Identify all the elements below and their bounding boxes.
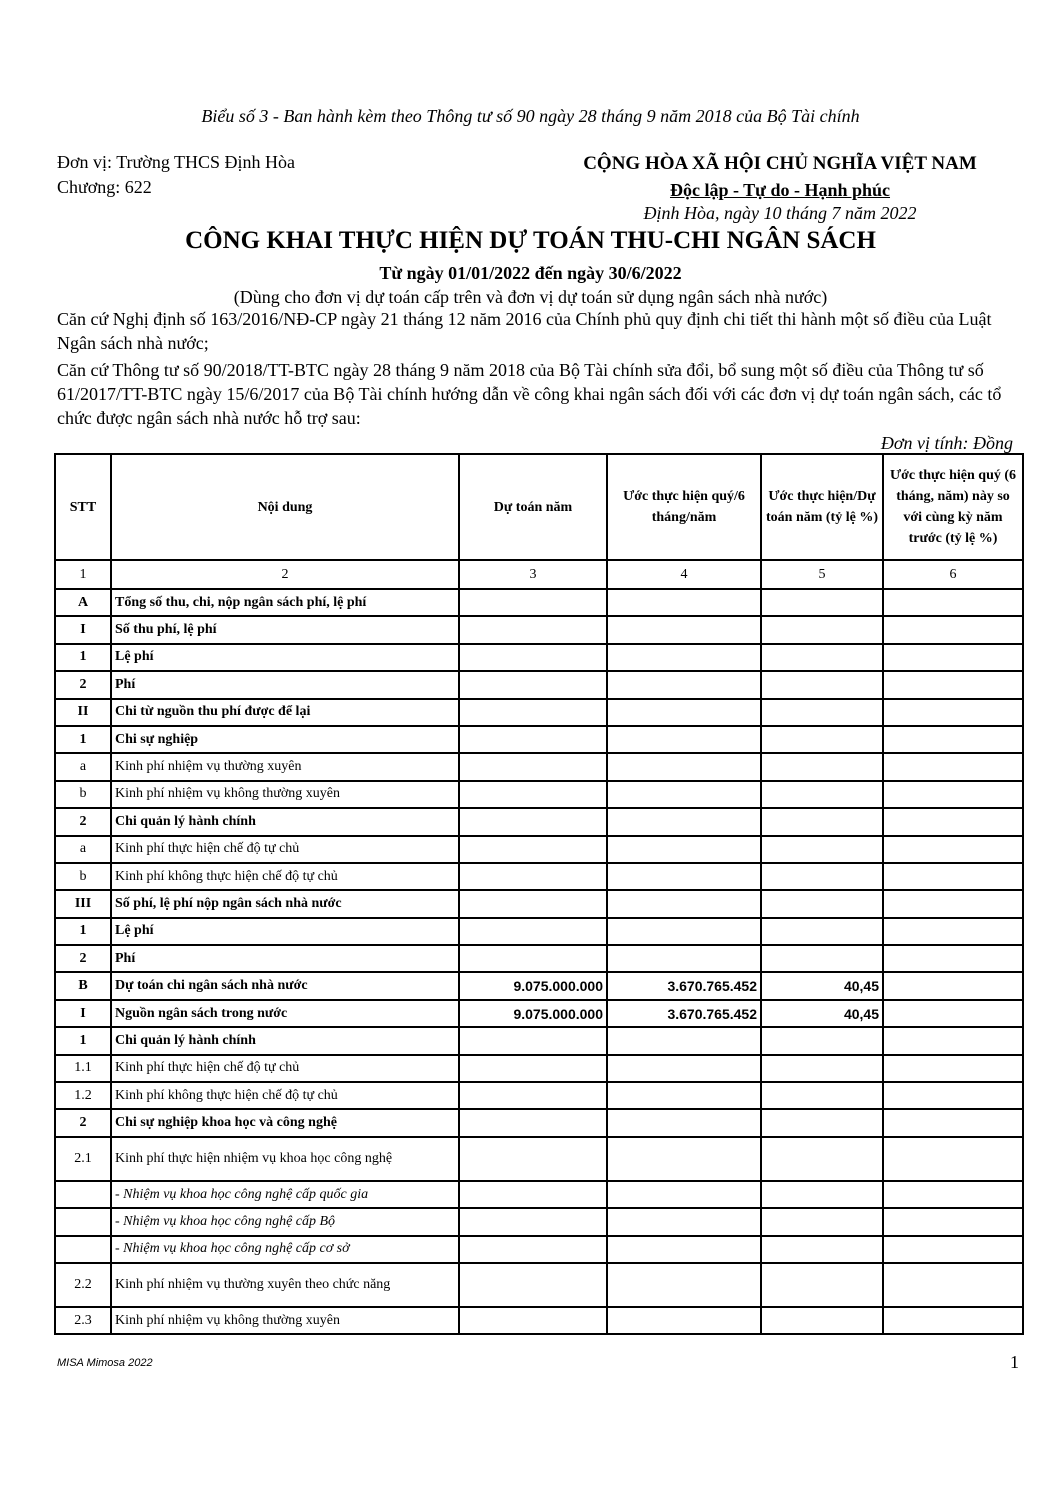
row-number-cell: 1.2 (55, 1082, 111, 1109)
estimated-execution-cell (607, 890, 761, 917)
estimated-execution-cell (607, 945, 761, 972)
estimated-execution-cell (607, 863, 761, 890)
estimated-execution-cell (607, 1055, 761, 1082)
column-header: Nội dung (111, 454, 459, 560)
annual-estimate-cell (459, 644, 607, 671)
estimated-execution-cell (607, 1109, 761, 1136)
table-row (55, 1263, 1023, 1307)
annual-estimate-cell (459, 808, 607, 835)
year-over-year-cell (883, 836, 1023, 863)
execution-ratio-cell (761, 1236, 883, 1263)
annual-estimate-cell (459, 1208, 607, 1235)
execution-ratio-cell (761, 1055, 883, 1082)
row-number-cell: 2.1 (55, 1137, 111, 1181)
column-header: Ước thực hiện quý (6 tháng, năm) này so với cùng kỳ năm trước (tỷ lệ %) (883, 454, 1023, 560)
row-number-cell: a (55, 753, 111, 780)
row-content-cell: Số thu phí, lệ phí (111, 616, 459, 643)
table-row (55, 699, 1023, 726)
table-row (55, 1181, 1023, 1208)
table-row (55, 945, 1023, 972)
column-number: 6 (883, 560, 1023, 589)
estimated-execution-cell (607, 1263, 761, 1307)
table-row (55, 1208, 1023, 1235)
execution-ratio-cell: 40,45 (761, 1000, 883, 1027)
column-number-row (55, 560, 1023, 589)
estimated-execution-cell (607, 726, 761, 753)
report-period: Từ ngày 01/01/2022 đến ngày 30/6/2022 (379, 263, 682, 283)
execution-ratio-cell: 40,45 (761, 972, 883, 999)
table-row (55, 863, 1023, 890)
row-content-cell: - Nhiệm vụ khoa học công nghệ cấp quốc gia (111, 1181, 459, 1208)
annual-estimate-cell (459, 918, 607, 945)
row-content-cell: Chi sự nghiệp (111, 726, 459, 753)
annual-estimate-cell (459, 1109, 607, 1136)
table-row (55, 918, 1023, 945)
annual-estimate-cell (459, 1236, 607, 1263)
estimated-execution-cell: 3.670.765.452 (607, 972, 761, 999)
execution-ratio-cell (761, 890, 883, 917)
year-over-year-cell (883, 890, 1023, 917)
year-over-year-cell (883, 671, 1023, 698)
table-row (55, 1137, 1023, 1181)
execution-ratio-cell (761, 1263, 883, 1307)
row-number-cell: b (55, 781, 111, 808)
annual-estimate-cell (459, 863, 607, 890)
table-row (55, 836, 1023, 863)
estimated-execution-cell (607, 1208, 761, 1235)
year-over-year-cell (883, 1082, 1023, 1109)
unit-name: Đơn vị: Trường THCS Định Hòa (57, 152, 295, 172)
year-over-year-cell (883, 1263, 1023, 1307)
execution-ratio-cell (761, 918, 883, 945)
nation-title: CỘNG HÒA XÃ HỘI CHỦ NGHĨA VIỆT NAM (583, 153, 977, 174)
usage-note: (Dùng cho đơn vị dự toán cấp trên và đơn vị dự toán sử dụng ngân sách nhà nước) (233, 287, 828, 307)
annual-estimate-cell (459, 890, 607, 917)
year-over-year-cell (883, 1055, 1023, 1082)
year-over-year-cell (883, 1109, 1023, 1136)
year-over-year-cell (883, 644, 1023, 671)
annual-estimate-cell (459, 699, 607, 726)
column-header: Dự toán năm (459, 454, 607, 560)
row-number-cell: 1 (55, 1027, 111, 1054)
estimated-execution-cell (607, 699, 761, 726)
year-over-year-cell (883, 699, 1023, 726)
table-row (55, 644, 1023, 671)
estimated-execution-cell (607, 1307, 761, 1334)
annual-estimate-cell (459, 753, 607, 780)
table-row (55, 1000, 1023, 1027)
year-over-year-cell (883, 1137, 1023, 1181)
table-row (55, 1082, 1023, 1109)
row-number-cell: 2.3 (55, 1307, 111, 1334)
row-number-cell: a (55, 836, 111, 863)
row-content-cell: Tổng số thu, chi, nộp ngân sách phí, lệ phí (111, 589, 459, 616)
row-content-cell: - Nhiệm vụ khoa học công nghệ cấp cơ sở (111, 1236, 459, 1263)
execution-ratio-cell (761, 1208, 883, 1235)
row-number-cell: 2 (55, 1109, 111, 1136)
annual-estimate-cell (459, 726, 607, 753)
year-over-year-cell (883, 1236, 1023, 1263)
table-row (55, 616, 1023, 643)
year-over-year-cell (883, 753, 1023, 780)
year-over-year-cell (883, 1208, 1023, 1235)
row-number-cell: 2.2 (55, 1263, 111, 1307)
execution-ratio-cell (761, 753, 883, 780)
row-number-cell: 1 (55, 644, 111, 671)
annual-estimate-cell (459, 1055, 607, 1082)
row-content-cell: Phí (111, 945, 459, 972)
execution-ratio-cell (761, 589, 883, 616)
annual-estimate-cell (459, 1027, 607, 1054)
column-number: 5 (761, 560, 883, 589)
estimated-execution-cell (607, 1236, 761, 1263)
year-over-year-cell (883, 945, 1023, 972)
annual-estimate-cell: 9.075.000.000 (459, 972, 607, 999)
row-number-cell: 1.1 (55, 1055, 111, 1082)
budget-table (54, 453, 1024, 1335)
legal-basis-1: Căn cứ Nghị định số 163/2016/NĐ-CP ngày 21 tháng 12 năm 2016 của Chính phủ quy định chi tiết thi hành một số điều của Luật Ngân sách nhà nước; (57, 309, 992, 353)
execution-ratio-cell (761, 699, 883, 726)
currency-unit: Đơn vị tính: Đồng (880, 433, 1013, 453)
estimated-execution-cell (607, 1082, 761, 1109)
table-row (55, 753, 1023, 780)
execution-ratio-cell (761, 945, 883, 972)
execution-ratio-cell (761, 863, 883, 890)
year-over-year-cell (883, 972, 1023, 999)
row-content-cell: Chi quản lý hành chính (111, 1027, 459, 1054)
row-number-cell: 1 (55, 726, 111, 753)
row-content-cell: Kinh phí thực hiện chế độ tự chủ (111, 836, 459, 863)
estimated-execution-cell (607, 781, 761, 808)
row-number-cell: B (55, 972, 111, 999)
column-number: 1 (55, 560, 111, 589)
estimated-execution-cell: 3.670.765.452 (607, 1000, 761, 1027)
estimated-execution-cell (607, 671, 761, 698)
estimated-execution-cell (607, 616, 761, 643)
row-content-cell: Nguồn ngân sách trong nước (111, 1000, 459, 1027)
row-content-cell: Chi từ nguồn thu phí được để lại (111, 699, 459, 726)
row-content-cell: Lệ phí (111, 644, 459, 671)
year-over-year-cell (883, 918, 1023, 945)
row-content-cell: Chi quản lý hành chính (111, 808, 459, 835)
row-content-cell: Kinh phí không thực hiện chế độ tự chủ (111, 1082, 459, 1109)
row-content-cell: Kinh phí không thực hiện chế độ tự chủ (111, 863, 459, 890)
row-number-cell: III (55, 890, 111, 917)
table-row (55, 1307, 1023, 1334)
column-number: 4 (607, 560, 761, 589)
year-over-year-cell (883, 781, 1023, 808)
table-header-row (55, 454, 1023, 560)
row-content-cell: Số phí, lệ phí nộp ngân sách nhà nước (111, 890, 459, 917)
row-number-cell (55, 1208, 111, 1235)
annual-estimate-cell (459, 836, 607, 863)
execution-ratio-cell (761, 644, 883, 671)
execution-ratio-cell (761, 1307, 883, 1334)
year-over-year-cell (883, 1181, 1023, 1208)
year-over-year-cell (883, 616, 1023, 643)
annual-estimate-cell (459, 1181, 607, 1208)
row-number-cell: 1 (55, 918, 111, 945)
annual-estimate-cell: 9.075.000.000 (459, 1000, 607, 1027)
estimated-execution-cell (607, 644, 761, 671)
annual-estimate-cell (459, 1082, 607, 1109)
document-date: Định Hòa, ngày 10 tháng 7 năm 2022 (643, 203, 917, 223)
execution-ratio-cell (761, 1109, 883, 1136)
column-number: 3 (459, 560, 607, 589)
row-content-cell: Kinh phí nhiệm vụ thường xuyên theo chức năng (111, 1263, 459, 1307)
national-motto: Độc lập - Tự do - Hạnh phúc (669, 180, 891, 200)
execution-ratio-cell (761, 808, 883, 835)
annual-estimate-cell (459, 1263, 607, 1307)
row-content-cell: Lệ phí (111, 918, 459, 945)
legal-form-note: Biểu số 3 - Ban hành kèm theo Thông tư số 90 ngày 28 tháng 9 năm 2018 của Bộ Tài chính (201, 106, 860, 126)
row-content-cell: - Nhiệm vụ khoa học công nghệ cấp Bộ (111, 1208, 459, 1235)
table-row (55, 890, 1023, 917)
execution-ratio-cell (761, 1027, 883, 1054)
page-number: 1 (1010, 1352, 1019, 1372)
row-number-cell: 2 (55, 808, 111, 835)
annual-estimate-cell (459, 781, 607, 808)
row-content-cell: Dự toán chi ngân sách nhà nước (111, 972, 459, 999)
execution-ratio-cell (761, 671, 883, 698)
year-over-year-cell (883, 1000, 1023, 1027)
software-label: MISA Mimosa 2022 (57, 1357, 153, 1369)
annual-estimate-cell (459, 589, 607, 616)
year-over-year-cell (883, 863, 1023, 890)
estimated-execution-cell (607, 836, 761, 863)
row-content-cell: Kinh phí thực hiện nhiệm vụ khoa học công nghệ (111, 1137, 459, 1181)
legal-basis-2: Căn cứ Thông tư số 90/2018/TT-BTC ngày 28 tháng 9 năm 2018 của Bộ Tài chính sửa đổi, bổ sung một số điều của Thông tư số 61/2017/TT-BTC ngày 15/6/2017 của Bộ Tài chính hướng dẫn về công khai ngân sách đối với các đơn vị dự toán ngân sách, các tổ chức được ngân sách nhà nước hỗ trợ sau: (57, 360, 1002, 428)
row-number-cell (55, 1181, 111, 1208)
execution-ratio-cell (761, 781, 883, 808)
row-number-cell: II (55, 699, 111, 726)
year-over-year-cell (883, 1307, 1023, 1334)
table-row (55, 671, 1023, 698)
annual-estimate-cell (459, 616, 607, 643)
table-row (55, 808, 1023, 835)
annual-estimate-cell (459, 671, 607, 698)
year-over-year-cell (883, 808, 1023, 835)
table-row (55, 781, 1023, 808)
row-content-cell: Chi sự nghiệp khoa học và công nghệ (111, 1109, 459, 1136)
row-number-cell (55, 1236, 111, 1263)
table-row (55, 972, 1023, 999)
table-row (55, 1055, 1023, 1082)
column-header: Ước thực hiện quý/6 tháng/năm (607, 454, 761, 560)
table-row (55, 1109, 1023, 1136)
annual-estimate-cell (459, 945, 607, 972)
column-number: 2 (111, 560, 459, 589)
row-number-cell: 2 (55, 945, 111, 972)
row-content-cell: Phí (111, 671, 459, 698)
table-row (55, 1027, 1023, 1054)
estimated-execution-cell (607, 1137, 761, 1181)
execution-ratio-cell (761, 616, 883, 643)
year-over-year-cell (883, 726, 1023, 753)
row-number-cell: 2 (55, 671, 111, 698)
estimated-execution-cell (607, 589, 761, 616)
estimated-execution-cell (607, 1027, 761, 1054)
annual-estimate-cell (459, 1307, 607, 1334)
row-number-cell: b (55, 863, 111, 890)
table-row (55, 1236, 1023, 1263)
unit-info (57, 150, 295, 200)
row-content-cell: Kinh phí nhiệm vụ thường xuyên (111, 753, 459, 780)
execution-ratio-cell (761, 1082, 883, 1109)
estimated-execution-cell (607, 918, 761, 945)
year-over-year-cell (883, 589, 1023, 616)
table-row (55, 589, 1023, 616)
column-header: STT (55, 454, 111, 560)
row-content-cell: Kinh phí nhiệm vụ không thường xuyên (111, 1307, 459, 1334)
execution-ratio-cell (761, 1181, 883, 1208)
annual-estimate-cell (459, 1137, 607, 1181)
execution-ratio-cell (761, 726, 883, 753)
row-number-cell: I (55, 616, 111, 643)
row-content-cell: Kinh phí nhiệm vụ không thường xuyên (111, 781, 459, 808)
estimated-execution-cell (607, 1181, 761, 1208)
page-title: CÔNG KHAI THỰC HIỆN DỰ TOÁN THU-CHI NGÂN SÁCH (185, 227, 876, 254)
chapter-code: Chương: 622 (57, 177, 152, 197)
estimated-execution-cell (607, 808, 761, 835)
execution-ratio-cell (761, 836, 883, 863)
column-header: Ước thực hiện/Dự toán năm (tỷ lệ %) (761, 454, 883, 560)
estimated-execution-cell (607, 753, 761, 780)
year-over-year-cell (883, 1027, 1023, 1054)
row-content-cell: Kinh phí thực hiện chế độ tự chủ (111, 1055, 459, 1082)
table-row (55, 726, 1023, 753)
row-number-cell: I (55, 1000, 111, 1027)
row-number-cell: A (55, 589, 111, 616)
execution-ratio-cell (761, 1137, 883, 1181)
